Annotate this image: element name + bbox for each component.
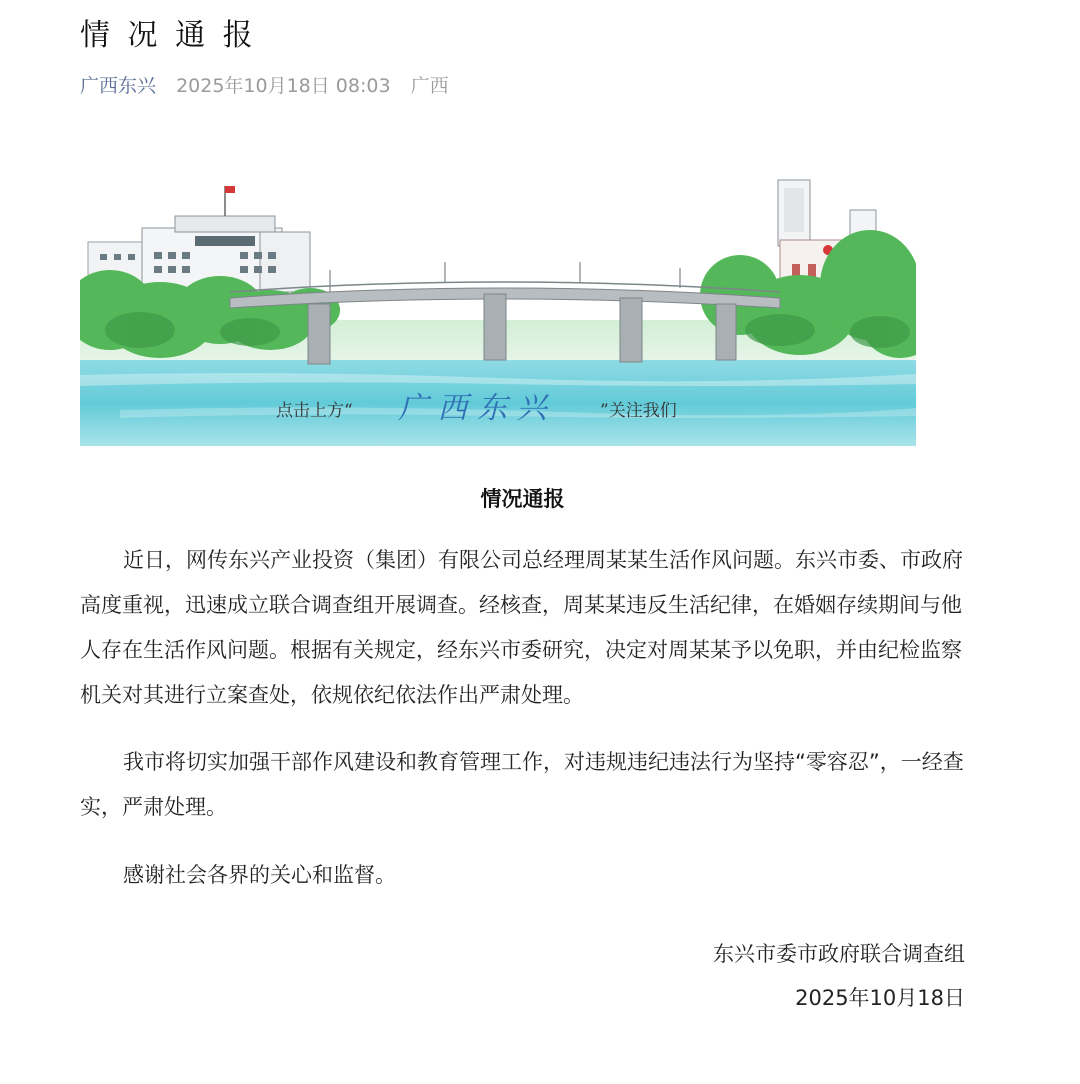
article-meta [80, 72, 449, 100]
signature: 东兴市委市政府联合调查组 [713, 942, 965, 966]
account-name-link[interactable]: 广西东兴 [80, 75, 157, 97]
publish-location: 广西 [410, 75, 449, 97]
notice-heading: 情况通报 [480, 487, 565, 511]
banner-caption-highlight: 广 西 东 兴 [398, 391, 547, 426]
banner-image[interactable] [80, 170, 916, 446]
paragraph-2: 我市将切实加强干部作风建设和教育管理工作，对违规违纪违法行为坚持“零容忍”，一经查实，严肃处理。 [80, 750, 964, 819]
paragraph-1: 近日，网传东兴产业投资（集团）有限公司总经理周某某生活作风问题。东兴市委、市政府高度重视，迅速成立联合调查组开展调查。经核查，周某某违反生活纪律，在婚姻存续期间与他人存在生活作风问题。根据有关规定，经东兴市委研究，决定对周某某予以免职，并由纪检监察机关对其进行立案查处，依规依纪依法作出严肃处理。 [80, 548, 963, 707]
paragraph-3: 感谢社会各界的关心和监督。 [123, 863, 396, 887]
banner-caption-suffix: ”关注我们 [600, 401, 677, 421]
article-title: 情 况 通 报 [80, 18, 257, 53]
banner-caption-prefix: 点击上方“ [276, 401, 353, 421]
signature-date: 2025年10月18日 [795, 986, 965, 1010]
publish-time: 2025年10月18日 08:03 [176, 75, 391, 97]
